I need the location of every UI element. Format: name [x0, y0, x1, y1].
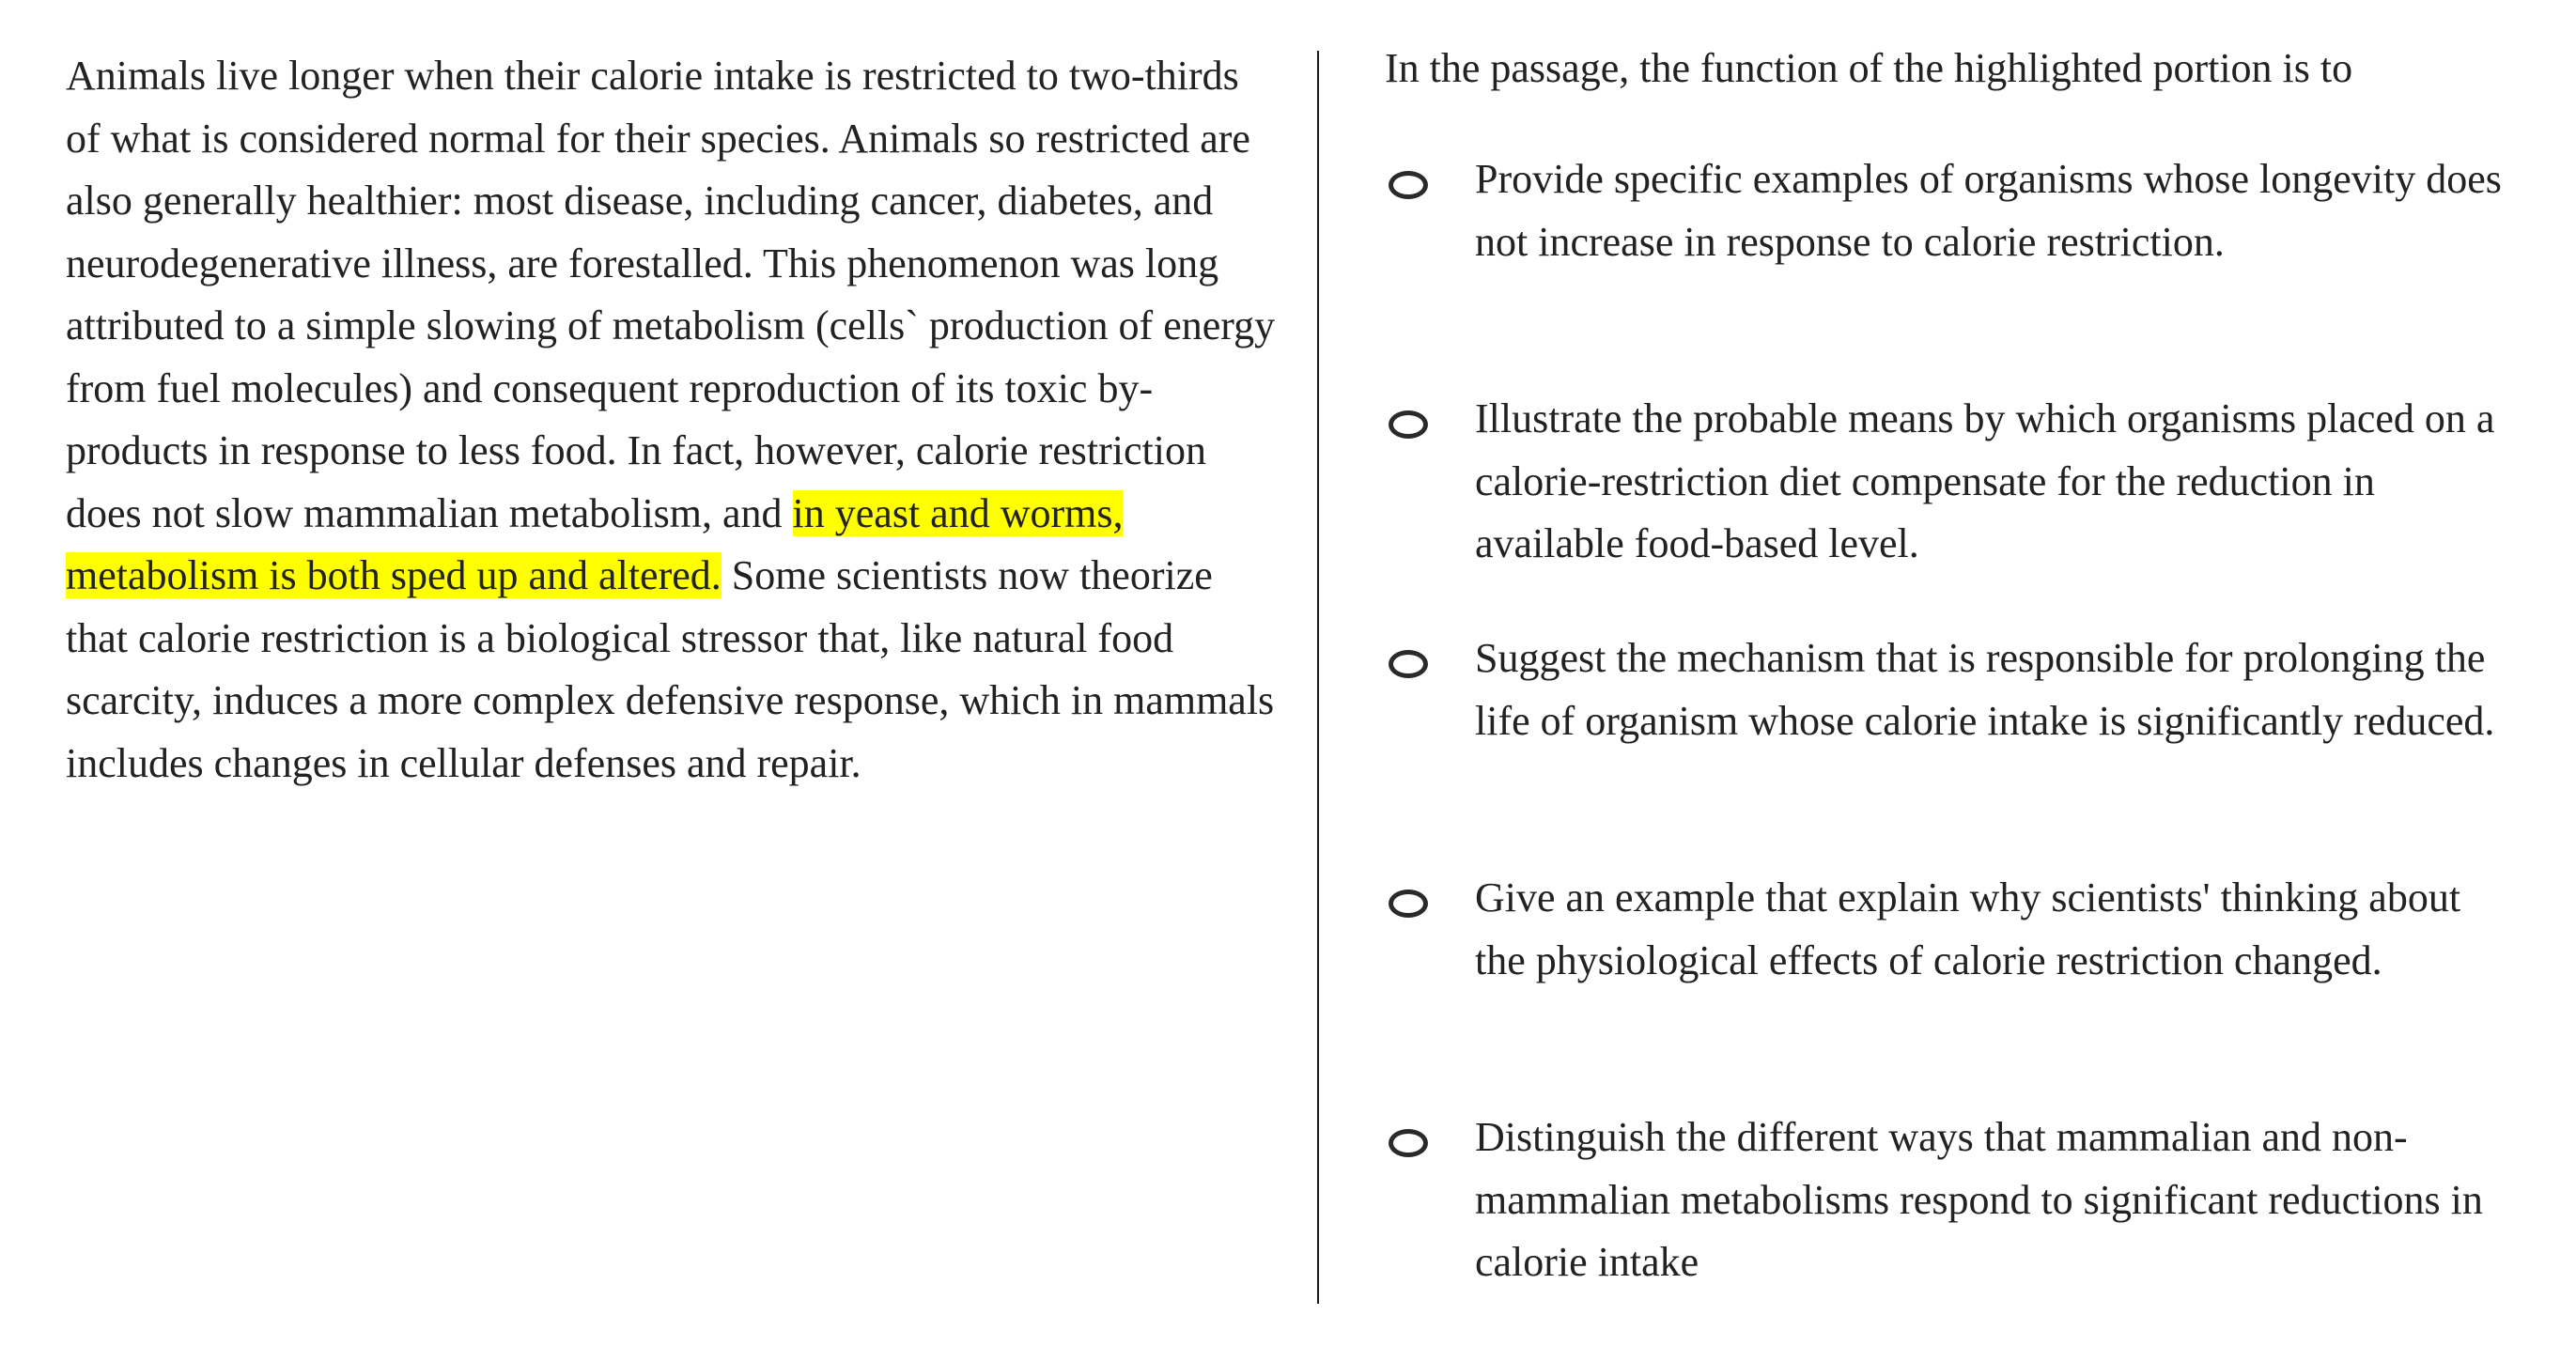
radio-button-e[interactable] — [1389, 1129, 1428, 1157]
answer-choice-c[interactable] — [1385, 627, 2512, 867]
answer-choices — [1385, 148, 2512, 1346]
answer-choice-c-label: Suggest the mechanism that is responsible for prolonging the life of organism whose calorie intake is significantly reduced. — [1475, 635, 2495, 744]
answer-choice-b[interactable] — [1385, 388, 2512, 627]
answer-choice-e[interactable] — [1385, 1106, 2512, 1346]
radio-button-d[interactable] — [1389, 890, 1428, 918]
radio-button-a[interactable] — [1389, 171, 1428, 199]
passage-text-before: Animals live longer when their calorie intake is restricted to two-thirds of what is considered normal for their species. Animals so restricted are also generally healthier: most disease, including cancer, diabetes, and neurodegenerative illness, are forestalled. This phenomenon was long attributed to a simple slowing of metabolism (cells` production of energy from fuel molecules) and consequent reproduction of its toxic by-products in response to less food. In fact, however, calorie restriction does not slow mammalian metabolism, and — [66, 53, 1276, 536]
answer-choice-a-label: Provide specific examples of organisms whose longevity does not increase in response to calorie restriction. — [1475, 156, 2502, 265]
question-stem: In the passage, the function of the highlighted portion is to — [1385, 45, 2353, 91]
panel-divider — [1317, 51, 1319, 1304]
answer-choice-b-label: Illustrate the probable means by which organisms placed on a calorie-restriction diet compensate for the reduction in available food-based level. — [1475, 395, 2495, 566]
highlighted-passage-portion: in yeast and worms, metabolism is both sped up and altered. — [66, 489, 1124, 598]
reading-passage — [66, 45, 1278, 795]
radio-button-c[interactable] — [1389, 650, 1428, 678]
answer-choice-e-label: Distinguish the different ways that mammalian and non-mammalian metabolisms respond to significant reductions in calorie intake — [1475, 1114, 2483, 1285]
answer-choice-d-label: Give an example that explain why scientists' thinking about the physiological effects of calorie restriction changed. — [1475, 874, 2461, 983]
answer-choice-a[interactable] — [1385, 148, 2512, 388]
radio-button-b[interactable] — [1389, 410, 1428, 439]
answer-choice-d[interactable] — [1385, 867, 2512, 1106]
passage-text-after: Some scientists now theorize that calorie restriction is a biological stressor that, like natural food scarcity, induces a more complex defensive response, which in mammals includes changes in cellular defenses and repair. — [66, 552, 1275, 786]
